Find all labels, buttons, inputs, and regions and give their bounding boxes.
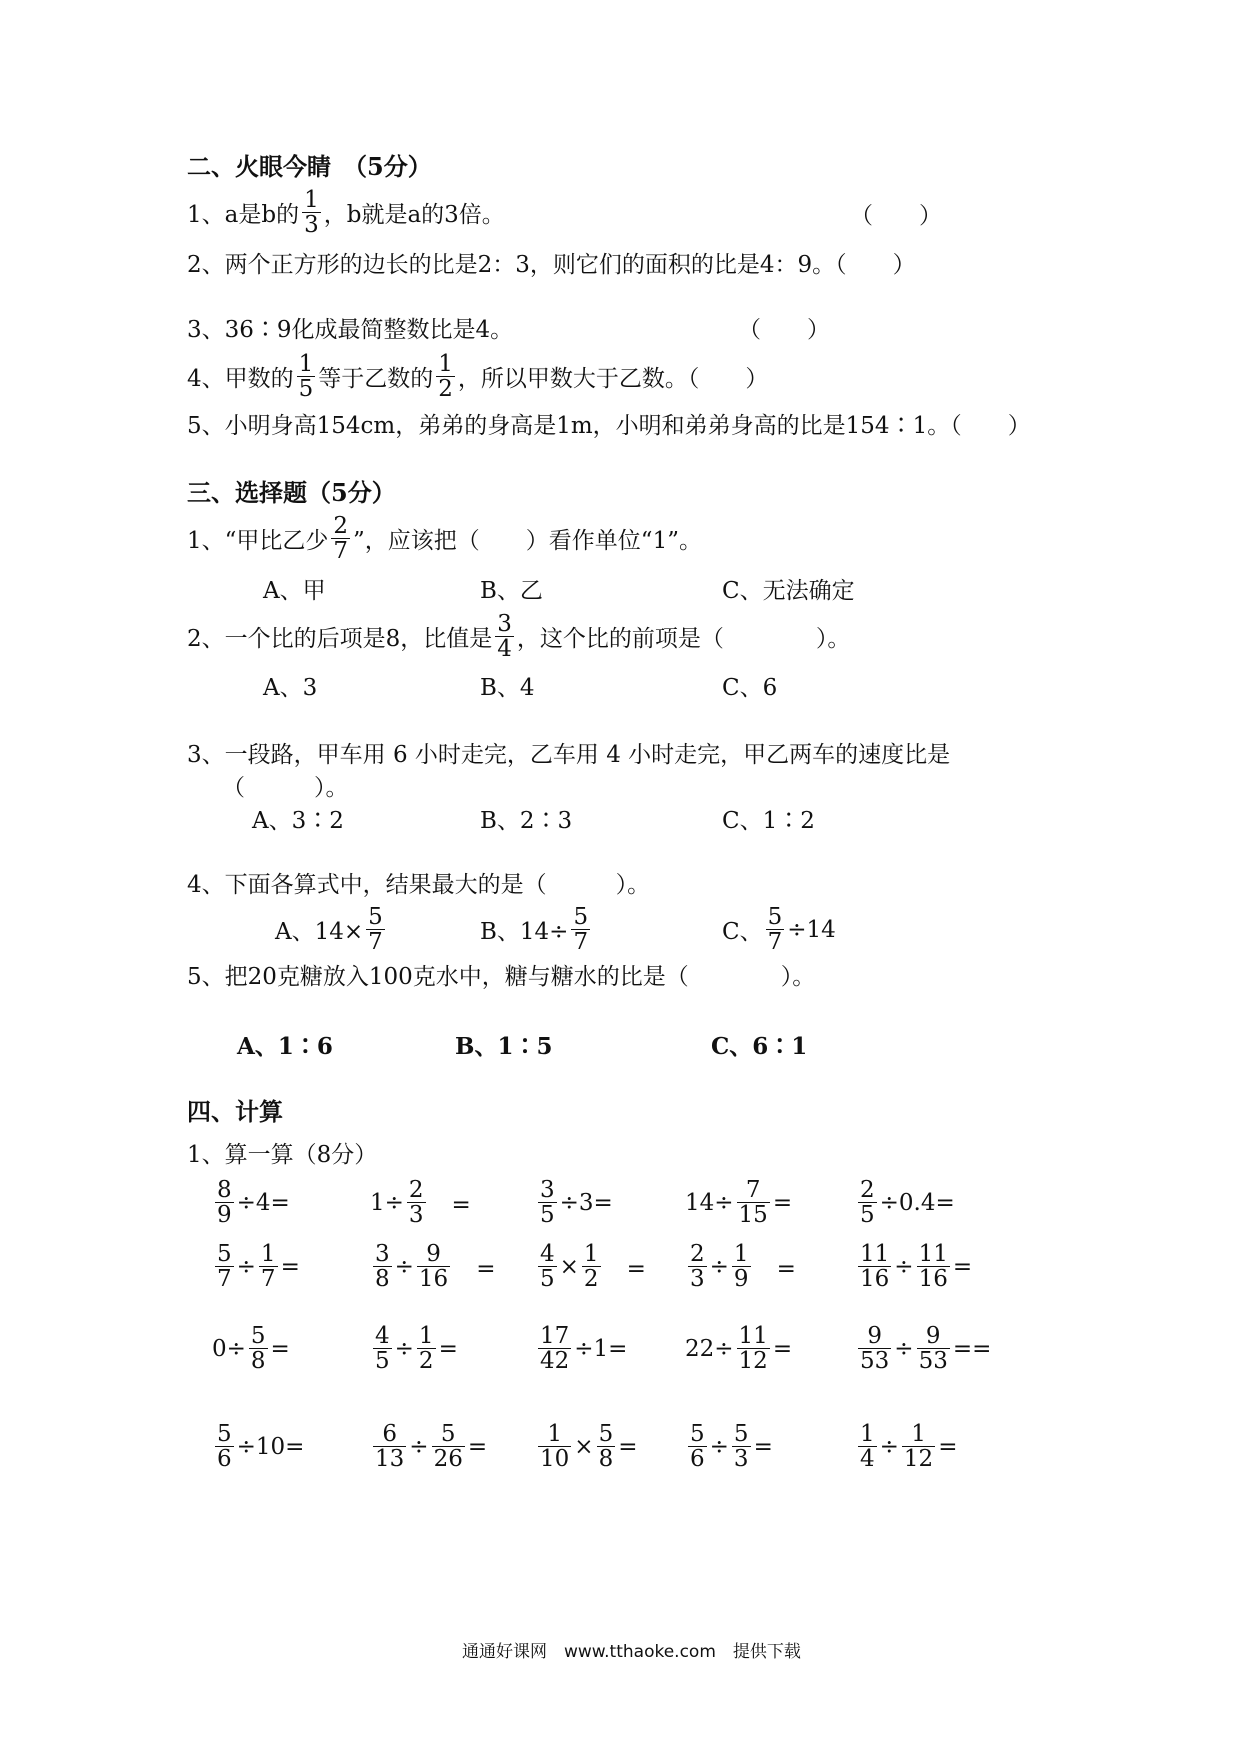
fraction — [917, 1324, 950, 1373]
fraction-numerator: 2 — [860, 1177, 875, 1203]
s2-q1-text-b: ，b就是a的3倍。 — [323, 202, 505, 228]
section4-subheading: 1、算一算（8分） — [187, 1142, 378, 1168]
calc-item — [370, 1324, 458, 1373]
fraction-denominator: 4 — [860, 1446, 875, 1472]
option-label: A、14× — [275, 919, 364, 945]
option-suffix: ÷14 — [787, 916, 836, 943]
fraction-denominator: 53 — [860, 1348, 890, 1374]
calc-equals: = — [618, 1433, 638, 1460]
s2-q2: 2、两个正方形的边长的比是2：3，则它们的面积的比是4：9。（ ） — [187, 252, 916, 278]
s3-q3-option-a: A、3∶2 — [252, 808, 344, 834]
calc-equals: == — [952, 1335, 992, 1362]
fraction-denominator: 8 — [375, 1266, 390, 1292]
calc-item — [855, 1242, 972, 1291]
fraction-numerator: 6 — [382, 1421, 397, 1447]
calc-prefix: 22÷ — [685, 1335, 734, 1362]
s2-q3: 3、36∶9化成最简整数比是4。 — [187, 317, 514, 343]
fraction-denominator: 53 — [918, 1348, 948, 1374]
calc-equals: = — [467, 1433, 488, 1460]
fraction-denominator: 8 — [598, 1446, 614, 1472]
fraction — [538, 1178, 557, 1227]
calc-item — [370, 1178, 471, 1227]
calc-item — [685, 1422, 773, 1471]
fraction — [259, 1242, 278, 1291]
calc-item — [370, 1242, 495, 1291]
s3-q1-option-a: A、甲 — [263, 578, 326, 604]
calc-item — [855, 1178, 955, 1227]
calc-operator: ÷ — [709, 1433, 729, 1460]
fraction-denominator: 8 — [250, 1348, 266, 1374]
s3-q2-fraction — [495, 612, 514, 661]
fraction-denominator: 2 — [583, 1266, 599, 1292]
calc-equals: = — [438, 1335, 458, 1362]
s3-q2-text-a: 2、一个比的后项是8，比值是 — [187, 626, 493, 652]
fraction-numerator: 1 — [438, 351, 453, 377]
fraction-denominator: 16 — [860, 1266, 890, 1292]
fraction-denominator: 42 — [540, 1348, 570, 1374]
s3-q4-option-a — [275, 905, 388, 954]
s3-q2 — [187, 612, 850, 661]
fraction-denominator: 7 — [368, 929, 383, 955]
s3-q2-option-b: B、4 — [480, 675, 535, 701]
fraction-numerator: 11 — [918, 1241, 948, 1267]
calc-item — [855, 1422, 957, 1471]
s2-q5: 5、小明身高154cm，弟弟的身高是1m，小明和弟弟身高的比是154∶1。（ ） — [187, 413, 1031, 439]
fraction — [858, 1324, 891, 1373]
fraction-denominator: 12 — [738, 1348, 768, 1374]
s2-q4-text-a: 4、甲数的 — [187, 366, 294, 392]
fraction-numerator: 2 — [333, 513, 349, 539]
calc-operator: ÷3= — [559, 1189, 613, 1216]
s3-q1-text-b: ”，应该把（ ）看作单位“1”。 — [353, 528, 702, 554]
calc-item — [685, 1242, 796, 1291]
calc-item — [535, 1242, 646, 1291]
fraction — [582, 1242, 601, 1291]
fraction — [902, 1422, 935, 1471]
s2-q4-text-b: 等于乙数的 — [318, 366, 434, 392]
calc-prefix: 0÷ — [212, 1335, 246, 1362]
fraction — [688, 1422, 707, 1471]
fraction-denominator: 2 — [438, 376, 453, 402]
calc-operator: × — [574, 1433, 594, 1460]
fraction-numerator: 2 — [408, 1177, 424, 1203]
fraction-numerator: 11 — [738, 1323, 768, 1349]
calc-equals: = — [753, 1433, 773, 1460]
fraction-denominator: 3 — [733, 1446, 749, 1472]
fraction — [373, 1422, 406, 1471]
calc-equals: = — [938, 1433, 958, 1460]
calc-prefix: 1÷ — [370, 1189, 404, 1216]
s2-q1 — [187, 188, 505, 237]
fraction-denominator: 7 — [260, 1266, 276, 1292]
fraction-numerator: 5 — [733, 1421, 749, 1447]
fraction-denominator: 9 — [733, 1266, 749, 1292]
s3-q1-option-c: C、无法确定 — [722, 578, 855, 604]
fraction-numerator: 1 — [547, 1421, 562, 1447]
calc-operator: = — [772, 1189, 793, 1216]
calc-operator: ÷ — [394, 1253, 414, 1280]
fraction — [732, 1242, 751, 1291]
fraction-denominator: 4 — [497, 636, 512, 662]
fraction — [597, 1422, 616, 1471]
fraction-numerator: 3 — [497, 611, 512, 637]
s3-q4-fraction-b — [571, 905, 590, 954]
s3-q3-line2: （ ）。 — [222, 775, 349, 801]
fraction-numerator: 1 — [260, 1241, 276, 1267]
section2-heading: 二、火眼今睛 （5分） — [187, 152, 432, 181]
calc-operator: ÷0.4= — [879, 1189, 955, 1216]
fraction — [737, 1324, 770, 1373]
fraction-numerator: 4 — [375, 1323, 390, 1349]
fraction-numerator: 1 — [304, 187, 319, 213]
s3-q4-fraction-c — [766, 905, 785, 954]
fraction-denominator: 13 — [375, 1446, 405, 1472]
option-label: C、 — [722, 919, 763, 945]
calc-operator: ÷ — [709, 1253, 729, 1280]
fraction-numerator: 1 — [911, 1421, 926, 1447]
fraction — [917, 1242, 950, 1291]
fraction-denominator: 5 — [298, 376, 314, 402]
fraction-denominator: 7 — [333, 538, 349, 564]
s3-q4-option-b — [480, 905, 593, 954]
calc-equals: = — [453, 1256, 496, 1282]
s3-q5-option-c: C、6∶1 — [711, 1033, 808, 1060]
calc-operator: ÷4= — [236, 1189, 290, 1216]
s3-q4-fraction-a — [366, 905, 385, 954]
s3-q2-option-a: A、3 — [263, 675, 318, 701]
calc-equals: = — [428, 1192, 471, 1218]
s3-q2-text-b: ，这个比的前项是（ ）。 — [516, 626, 851, 652]
fraction — [858, 1422, 877, 1471]
s3-q5: 5、把20克糖放入100克水中，糖与糖水的比是（ ）。 — [187, 964, 816, 990]
fraction-numerator: 1 — [418, 1323, 434, 1349]
calc-operator: × — [559, 1253, 579, 1280]
s2-q1-answer-paren: （ ） — [850, 203, 942, 229]
fraction — [732, 1422, 751, 1471]
s3-q3-line1: 3、一段路，甲车用 6 小时走完，乙车用 4 小时走完，甲乙两车的速度比是 — [187, 742, 951, 768]
calc-equals: = — [753, 1256, 796, 1282]
calc-equals: = — [270, 1335, 290, 1362]
s2-q4-fraction-1 — [297, 352, 316, 401]
s3-q5-option-b: B、1∶5 — [455, 1033, 553, 1060]
fraction-numerator: 5 — [440, 1421, 456, 1447]
fraction — [538, 1422, 571, 1471]
fraction-denominator: 6 — [690, 1446, 705, 1472]
fraction-numerator: 5 — [217, 1421, 232, 1447]
fraction — [407, 1178, 426, 1227]
fraction-denominator: 9 — [217, 1202, 232, 1228]
fraction — [688, 1242, 707, 1291]
fraction-numerator: 17 — [540, 1323, 570, 1349]
calc-item — [685, 1324, 792, 1373]
fraction — [737, 1178, 770, 1227]
fraction-denominator: 3 — [690, 1266, 705, 1292]
fraction-numerator: 1 — [298, 351, 314, 377]
fraction-numerator: 5 — [573, 904, 589, 930]
fraction-numerator: 3 — [375, 1241, 390, 1267]
calc-item — [212, 1178, 290, 1227]
fraction — [538, 1242, 557, 1291]
footer-source: 通通好课网 www.tthaoke.com 提供下载 — [462, 1642, 801, 1662]
calc-operator: ÷ — [409, 1433, 429, 1460]
s2-q4 — [187, 352, 768, 401]
calc-operator: ÷ — [894, 1253, 914, 1280]
fraction — [417, 1324, 436, 1373]
fraction-numerator: 3 — [540, 1177, 555, 1203]
fraction-denominator: 5 — [375, 1348, 390, 1374]
fraction-denominator: 16 — [918, 1266, 948, 1292]
fraction — [432, 1422, 465, 1471]
fraction-numerator: 7 — [745, 1177, 761, 1203]
calc-operator: ÷1= — [574, 1335, 628, 1362]
fraction — [373, 1324, 392, 1373]
calc-operator: ÷ — [236, 1253, 256, 1280]
s3-q4: 4、下面各算式中，结果最大的是（ ）。 — [187, 872, 651, 898]
calc-item — [535, 1422, 637, 1471]
s3-q5-option-a: A、1∶6 — [237, 1033, 333, 1060]
option-label: B、14÷ — [480, 919, 569, 945]
fraction — [538, 1324, 571, 1373]
calc-operator: ÷ — [394, 1335, 414, 1362]
calc-item — [370, 1422, 487, 1471]
fraction-denominator: 16 — [418, 1266, 449, 1292]
fraction-numerator: 5 — [368, 904, 383, 930]
fraction-numerator: 5 — [690, 1421, 705, 1447]
fraction-numerator: 4 — [540, 1241, 555, 1267]
fraction-denominator: 5 — [540, 1202, 555, 1228]
fraction-numerator: 9 — [867, 1323, 882, 1349]
calc-item — [212, 1422, 304, 1471]
s3-q1-text-a: 1、“甲比乙少 — [187, 528, 329, 554]
fraction — [215, 1242, 234, 1291]
s2-q4-fraction-2 — [436, 352, 455, 401]
fraction-denominator: 12 — [903, 1446, 934, 1472]
calc-item — [685, 1178, 792, 1227]
calc-equals: = — [952, 1253, 973, 1280]
fraction-numerator: 8 — [217, 1177, 232, 1203]
s3-q3-option-b: B、2∶3 — [480, 808, 573, 834]
calc-operator: ÷10= — [236, 1433, 305, 1460]
fraction-numerator: 5 — [598, 1421, 614, 1447]
fraction-numerator: 1 — [733, 1241, 749, 1267]
calc-item — [535, 1178, 613, 1227]
section4-heading: 四、计算 — [187, 1097, 283, 1126]
fraction — [417, 1242, 450, 1291]
s2-q4-text-c: ，所以甲数大于乙数。（ ） — [457, 366, 769, 392]
fraction-denominator: 7 — [217, 1266, 232, 1292]
fraction-numerator: 9 — [925, 1323, 941, 1349]
s3-q1-fraction — [331, 514, 350, 563]
fraction — [249, 1324, 268, 1373]
fraction-denominator: 3 — [304, 212, 319, 238]
calc-equals: = — [280, 1253, 300, 1280]
fraction-denominator: 26 — [433, 1446, 463, 1472]
s3-q1 — [187, 514, 702, 563]
fraction-denominator: 3 — [408, 1202, 424, 1228]
s2-q1-text-a: 1、a是b的 — [187, 202, 300, 228]
fraction-numerator: 5 — [767, 904, 783, 930]
fraction-numerator: 1 — [860, 1421, 875, 1447]
calc-item — [535, 1324, 627, 1373]
fraction-denominator: 5 — [860, 1202, 875, 1228]
calc-operator: ÷ — [879, 1433, 899, 1460]
s2-q3-answer-paren: （ ） — [738, 317, 830, 343]
fraction — [858, 1242, 891, 1291]
fraction-numerator: 1 — [583, 1241, 599, 1267]
calc-item — [212, 1242, 300, 1291]
s3-q4-option-c — [722, 905, 836, 954]
s3-q3-option-c: C、1∶2 — [722, 808, 815, 834]
fraction — [215, 1178, 234, 1227]
fraction-numerator: 5 — [250, 1323, 266, 1349]
s3-q2-option-c: C、6 — [722, 675, 778, 701]
s2-q1-fraction — [302, 188, 321, 237]
s3-q1-option-b: B、乙 — [480, 578, 543, 604]
fraction-denominator: 5 — [540, 1266, 555, 1292]
fraction-numerator: 9 — [426, 1241, 441, 1267]
calc-equals: = — [772, 1335, 793, 1362]
fraction-denominator: 10 — [540, 1446, 570, 1472]
fraction-denominator: 7 — [573, 929, 589, 955]
fraction-denominator: 6 — [217, 1446, 232, 1472]
fraction-denominator: 2 — [418, 1348, 434, 1374]
section3-heading: 三、选择题（5分） — [187, 478, 396, 507]
calc-operator: ÷ — [894, 1335, 914, 1362]
calc-prefix: 14÷ — [685, 1189, 734, 1216]
fraction-numerator: 11 — [860, 1241, 890, 1267]
calc-item — [212, 1324, 290, 1373]
calc-item — [855, 1324, 991, 1373]
calc-equals: = — [603, 1256, 646, 1282]
fraction-numerator: 2 — [690, 1241, 705, 1267]
fraction — [215, 1422, 234, 1471]
fraction-numerator: 5 — [217, 1241, 232, 1267]
fraction-denominator: 7 — [767, 929, 783, 955]
fraction — [373, 1242, 392, 1291]
fraction-denominator: 15 — [738, 1202, 768, 1228]
fraction — [858, 1178, 877, 1227]
